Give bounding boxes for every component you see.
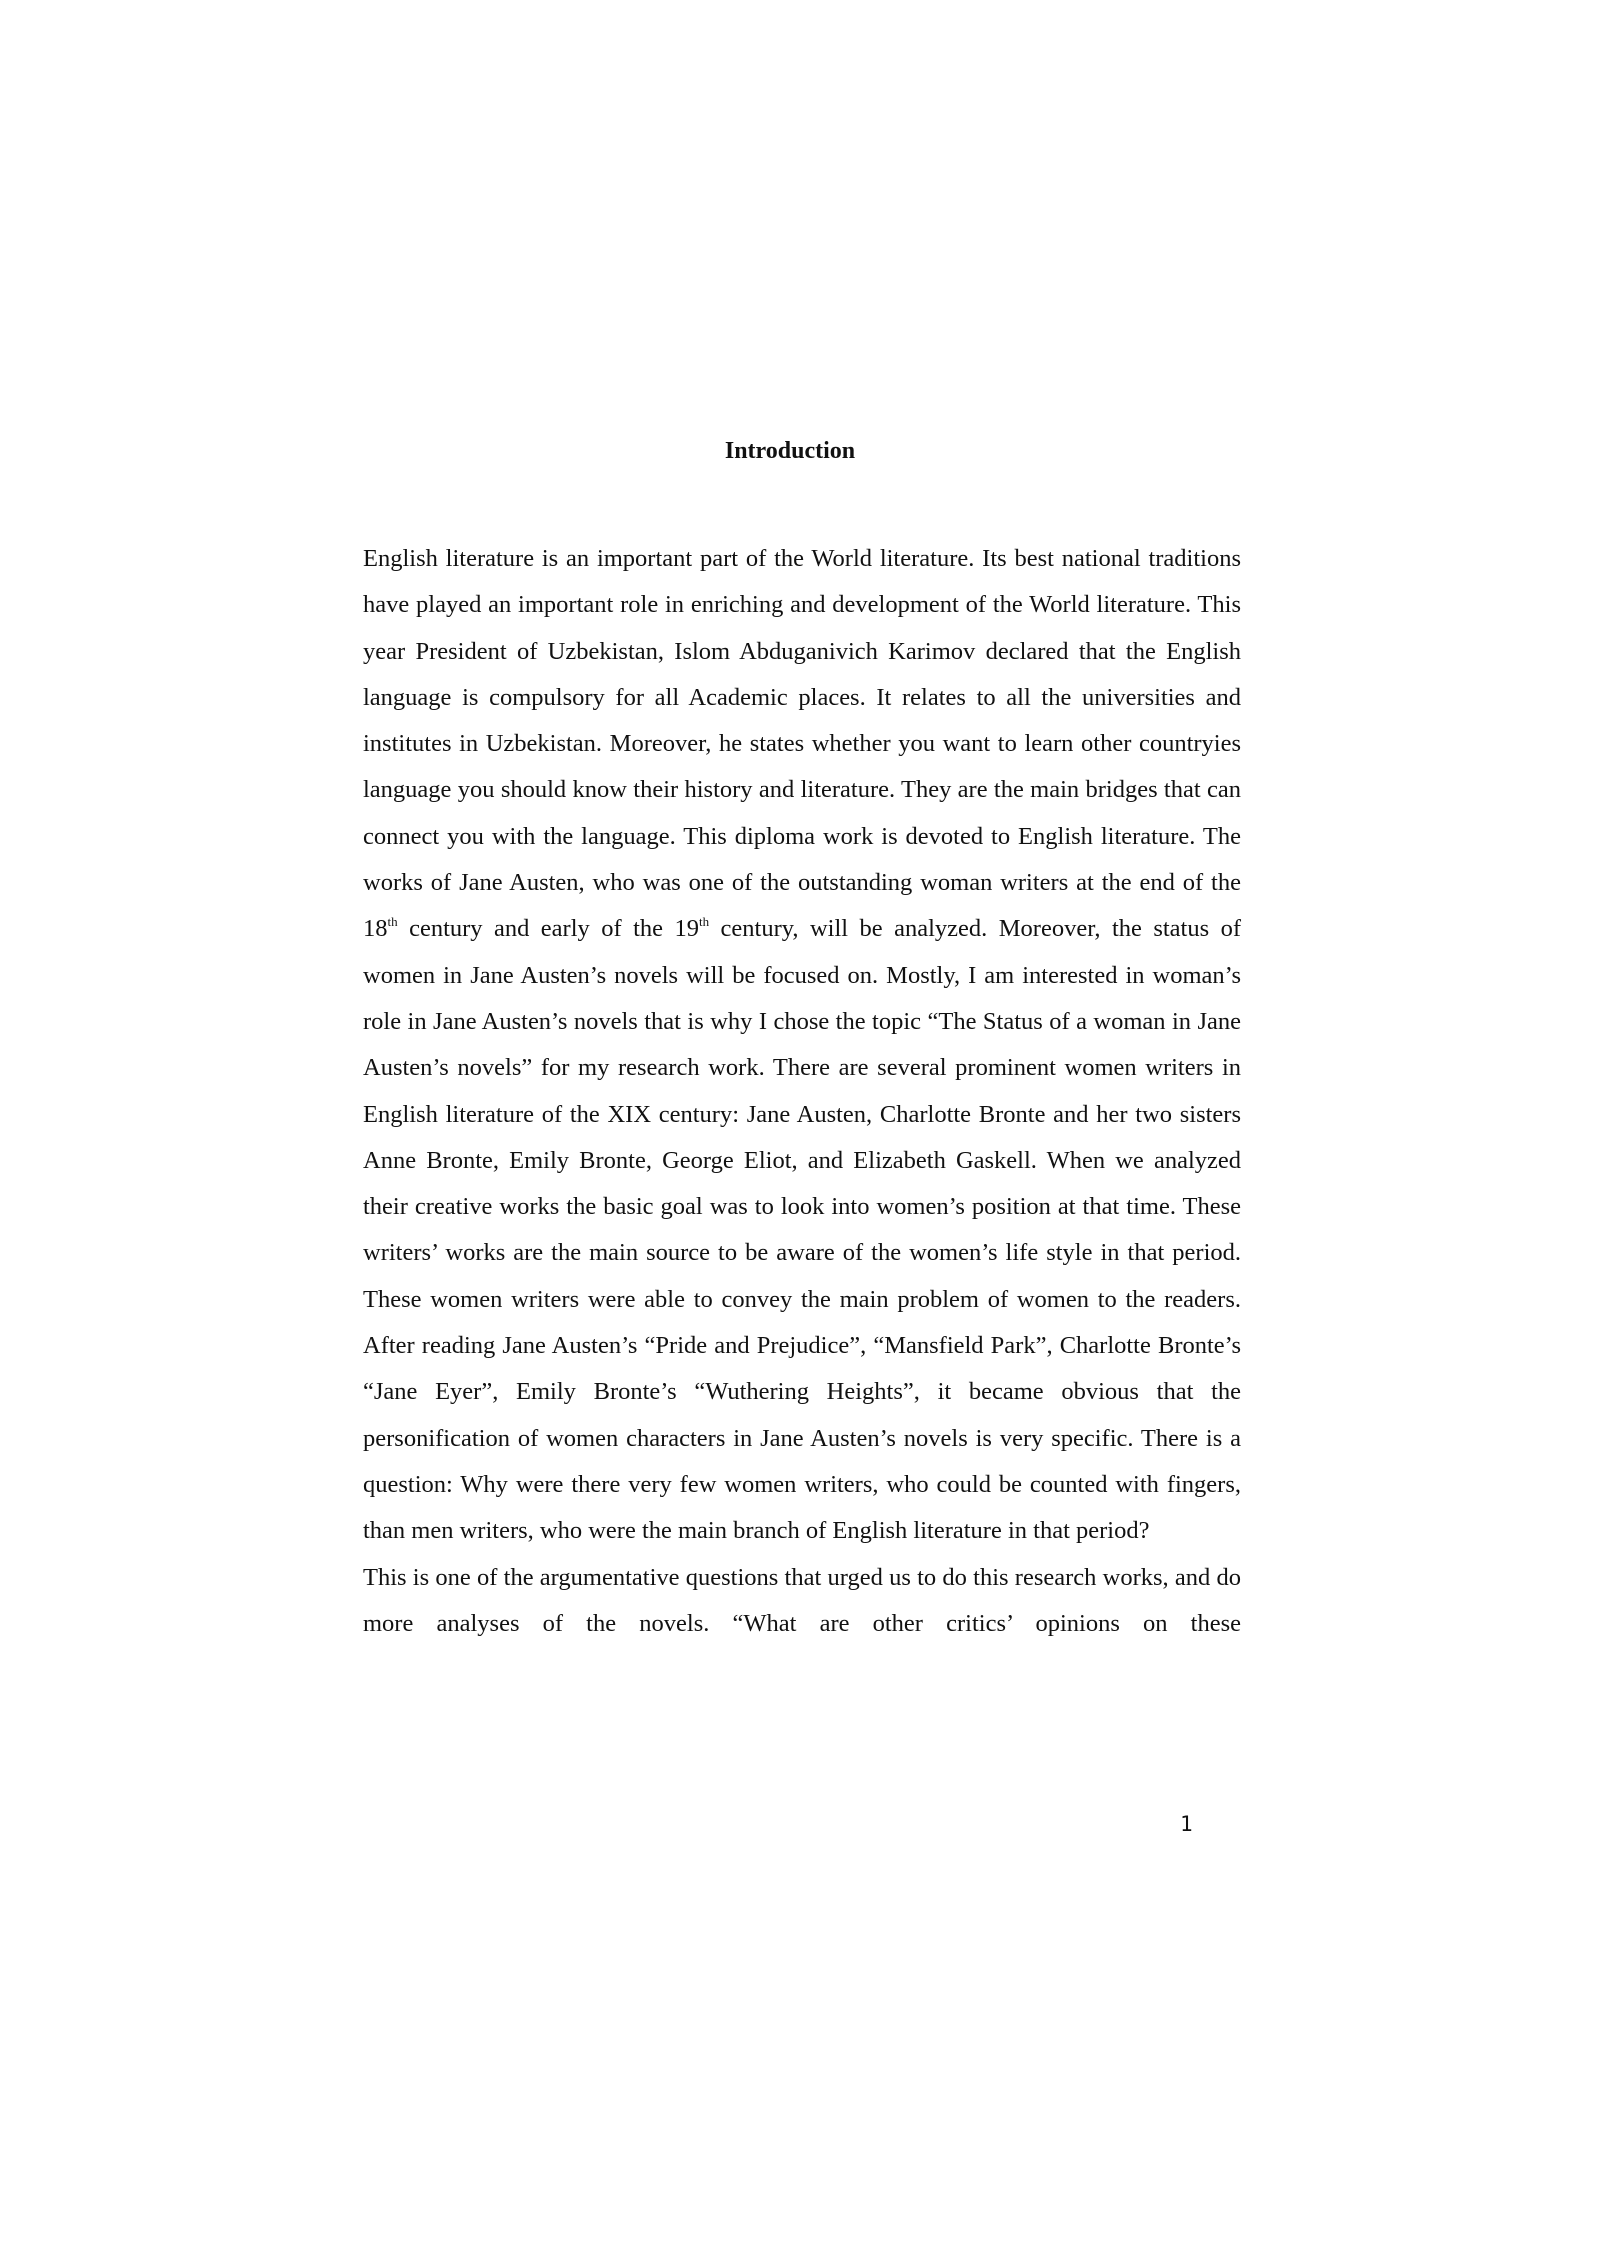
body-text xyxy=(363,536,1241,1647)
paragraph-2: This is one of the argumentative questions that urged us to do this research works, and do more analyses of the novels. “What are other critics’ opinions on these xyxy=(363,1563,1241,1637)
paragraph-1-text-a: English literature is an important part of the World literature. Its best national traditions have played an important role in enriching and development of the World literature. This year President of Uzbekistan, Islom Abduganivich Karimov declared that the English language is compulsory for all Academic places. It relates to all the universities and institutes in Uzbekistan. Moreover, he states whether you want to learn other countryies language you should know their history and literature. They are the main bridges that can connect you with the language. This diploma work is devoted to English literature. The works of Jane Austen, who was one of the outstanding woman writers at the end of the 18 xyxy=(363,545,1241,943)
paragraph-1-text-b: century and early of the 19 xyxy=(397,915,699,943)
paragraph-1 xyxy=(363,536,1241,1555)
paragraph-1-text-c: century, will be analyzed. Moreover, the status of women in Jane Austen’s novels will be focused on. Mostly, I am interested in woman’s role in Jane Austen’s novels that is why I chose the topic “The Status of a woman in Jane Austen’s novels” for my research work. There are several prominent women writers in English literature of the XIX century: Jane Austen, Charlotte Bronte and her two sisters Anne Bronte, Emily Bronte, George Eliot, and Elizabeth Gaskell. When we analyzed their creative works the basic goal was to look into women’s position at that time. These writers’ works are the main source to be aware of the women’s life style in that period. These women writers were able to convey the main problem of women to the readers. After reading Jane Austen’s “Pride and Prejudice”, “Mansfield Park”, Charlotte Bronte’s “Jane Eyer”, Emily Bronte’s “Wuthering Heights”, it became obvious that the personification of women characters in Jane Austen’s novels is very specific. There is a question: Why were there very few women writers, who could be counted with fingers, than men writers, who were the main branch of English literature in that period? xyxy=(363,915,1241,1545)
ordinal-suffix-19th: th xyxy=(698,914,710,930)
section-title: Introduction xyxy=(724,438,856,464)
ordinal-suffix-18th: th xyxy=(387,914,398,930)
page-number: 1 xyxy=(1180,1812,1193,1836)
